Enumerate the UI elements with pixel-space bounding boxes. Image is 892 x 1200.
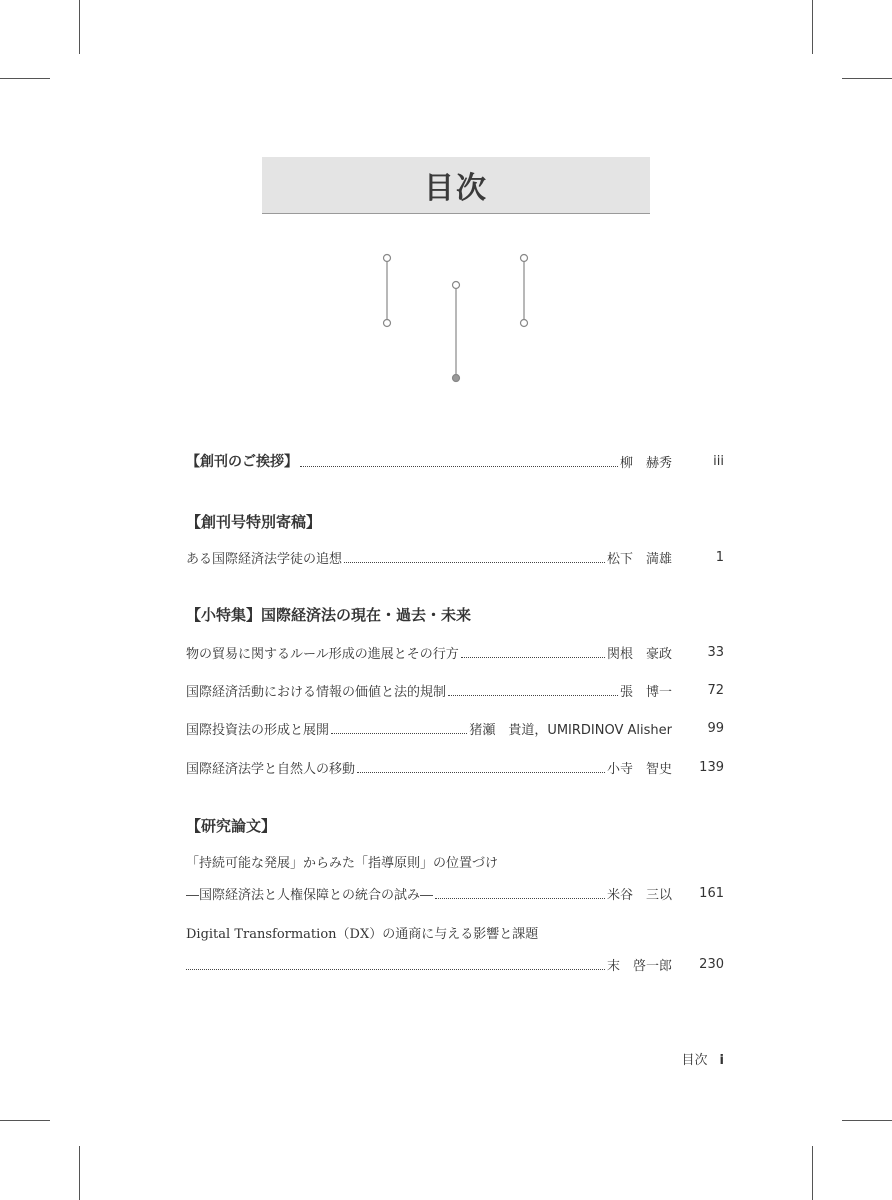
entry-title: 国際経済法学と自然人の移動 [186, 761, 356, 777]
section-heading: 【創刊号特別寄稿】 [186, 513, 322, 531]
section-heading: 【研究論文】 [186, 817, 277, 835]
entry-page: 161 [699, 885, 724, 901]
page-title: 目次 [424, 171, 488, 206]
page-title-box [262, 157, 650, 214]
toc-entry[interactable] [186, 546, 724, 568]
entry-author: 猪瀬 貴道，UMIRDINOV Alisher [469, 722, 672, 738]
entry-author: 末 啓一郎 [606, 958, 672, 974]
decorative-pins-icon [370, 250, 540, 390]
entry-page: 99 [707, 720, 724, 736]
crop-mark [812, 0, 813, 54]
entry-title[interactable]: 「持続可能な発展」からみた「指導原則」の位置づけ [186, 856, 499, 871]
entry-author: 関根 豪政 [606, 646, 672, 662]
section-heading: 【小特集】国際経済法の現在・過去・未来 [186, 606, 472, 624]
page-footer [682, 1049, 724, 1068]
toc-entry[interactable] [186, 756, 724, 778]
entry-author: 張 博一 [619, 684, 672, 700]
footer-label: 目次 [681, 1053, 708, 1068]
leader-dots [448, 695, 618, 696]
crop-mark [0, 78, 50, 79]
crop-mark [842, 78, 892, 79]
entry-author: 小寺 智史 [606, 761, 672, 777]
entry-title[interactable]: Digital Transformation（DX）の通商に与える影響と課題 [186, 927, 539, 942]
leader-dots [331, 733, 467, 734]
leader-dots [186, 969, 605, 970]
crop-mark [0, 1120, 50, 1121]
leader-dots [461, 657, 605, 658]
toc-entry[interactable] [186, 679, 724, 701]
crop-mark [79, 1146, 80, 1200]
toc-entry-greeting[interactable] [186, 450, 724, 472]
crop-mark [842, 1120, 892, 1121]
entry-title: 物の貿易に関するルール形成の進展とその行方 [186, 646, 459, 662]
toc-entry[interactable] [186, 882, 724, 904]
toc-entry[interactable] [186, 717, 724, 739]
toc-entry[interactable] [186, 641, 724, 663]
entry-title: ある国際経済法学徒の追想 [186, 551, 343, 567]
entry-page: 72 [707, 682, 724, 698]
section-heading: 【創刊のご挨拶】 [186, 454, 298, 470]
toc-entry[interactable] [186, 953, 724, 975]
entry-page: 230 [699, 956, 724, 972]
entry-author: 柳 赫秀 [619, 455, 672, 471]
entry-title: 国際投資法の形成と展開 [186, 722, 330, 738]
entry-page: 33 [707, 644, 724, 660]
entry-author: 米谷 三以 [606, 887, 672, 903]
entry-subtitle: ―国際経済法と人権保障との統合の試み― [186, 887, 434, 903]
entry-page: 139 [699, 759, 724, 775]
leader-dots [357, 772, 605, 773]
entry-page: iii [713, 453, 724, 469]
crop-mark [812, 1146, 813, 1200]
footer-page-number: i [719, 1053, 724, 1068]
entry-page: 1 [715, 549, 724, 565]
leader-dots [300, 466, 618, 467]
entry-author: 松下 満雄 [606, 551, 672, 567]
leader-dots [344, 562, 605, 563]
leader-dots [435, 898, 605, 899]
crop-mark [79, 0, 80, 54]
entry-title: 国際経済活動における情報の価値と法的規制 [186, 684, 447, 700]
